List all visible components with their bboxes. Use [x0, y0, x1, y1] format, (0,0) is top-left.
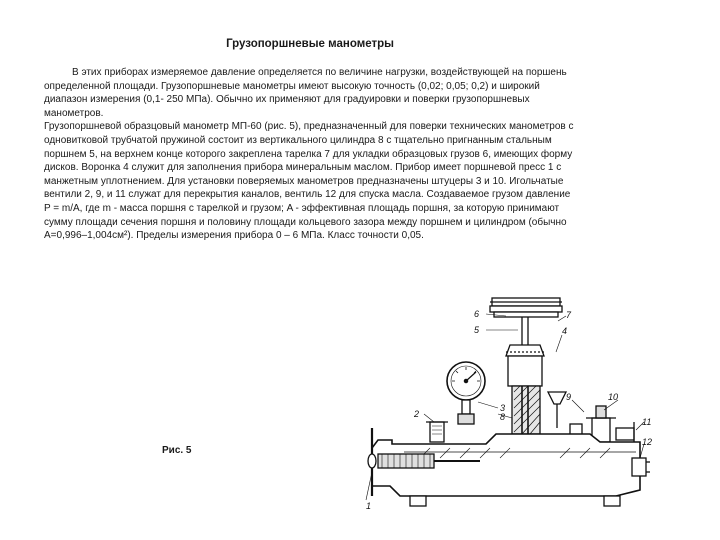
label-7: 7 — [566, 310, 572, 320]
body-text — [44, 66, 576, 243]
label-6: 6 — [474, 309, 480, 319]
paragraph-intro: В этих приборах измеряемое давление определяется по величине нагрузки, воздействующей на поршень определенной площади. Грузопоршневые манометры имеют высокую точность (0,02; 0,05; 0,2) и широкий диапазон измерения (0,1- 250 МПа). Обычно их применяют для градуировки и поверки грузопоршневых манометров. — [44, 67, 567, 119]
label-10: 10 — [608, 392, 619, 402]
label-12: 12 — [642, 437, 653, 447]
page-title: Грузопоршневые манометры — [226, 38, 394, 50]
label-4: 4 — [562, 326, 568, 336]
deadweight-tester-drawing — [355, 285, 715, 520]
label-5: 5 — [474, 325, 480, 335]
label-11: 11 — [642, 417, 652, 427]
label-9: 9 — [566, 392, 572, 402]
label-1: 1 — [366, 501, 372, 511]
label-8: 8 — [500, 412, 506, 422]
figure-caption: Рис. 5 — [162, 445, 192, 456]
label-3: 3 — [500, 403, 506, 413]
paragraph-mp60: Грузопоршневой образцовый манометр МП-60 (рис. 5), предназначенный для поверки технических манометров с одновитковой трубчатой пружиной состоит из вертикального цилиндра 8 с тщательно пригнанным стальным поршнем 5, на верхнем конце которого закреплена тарелка 7 для укладки образцовых грузов 6, имеющих форму дисков. Воронка 4 служит для заполнения прибора минеральным маслом. Прибор имеет поршневой пресс 1 с манжетным уплотнением. Для установки поверяемых манометров предназначены штуцеры 3 и 10. Игольчатые вентили 2, 9, и 11 служат для перекрытия каналов, вентиль 12 для спуска масла. Создаваемое грузом давление P = m/A, где m - масса поршня с тарелкой и грузом; A - эффективная площадь поршня, за которую принимают сумму площади сечения поршня и половину площади кольцевого зазора между поршнем и цилиндром (обычно A=0,996–1,004см²). Пределы измерения прибора 0 – 6 МПа. Класс точности 0,05. — [44, 121, 574, 242]
label-2: 2 — [414, 409, 420, 419]
drawing-body — [366, 298, 653, 506]
